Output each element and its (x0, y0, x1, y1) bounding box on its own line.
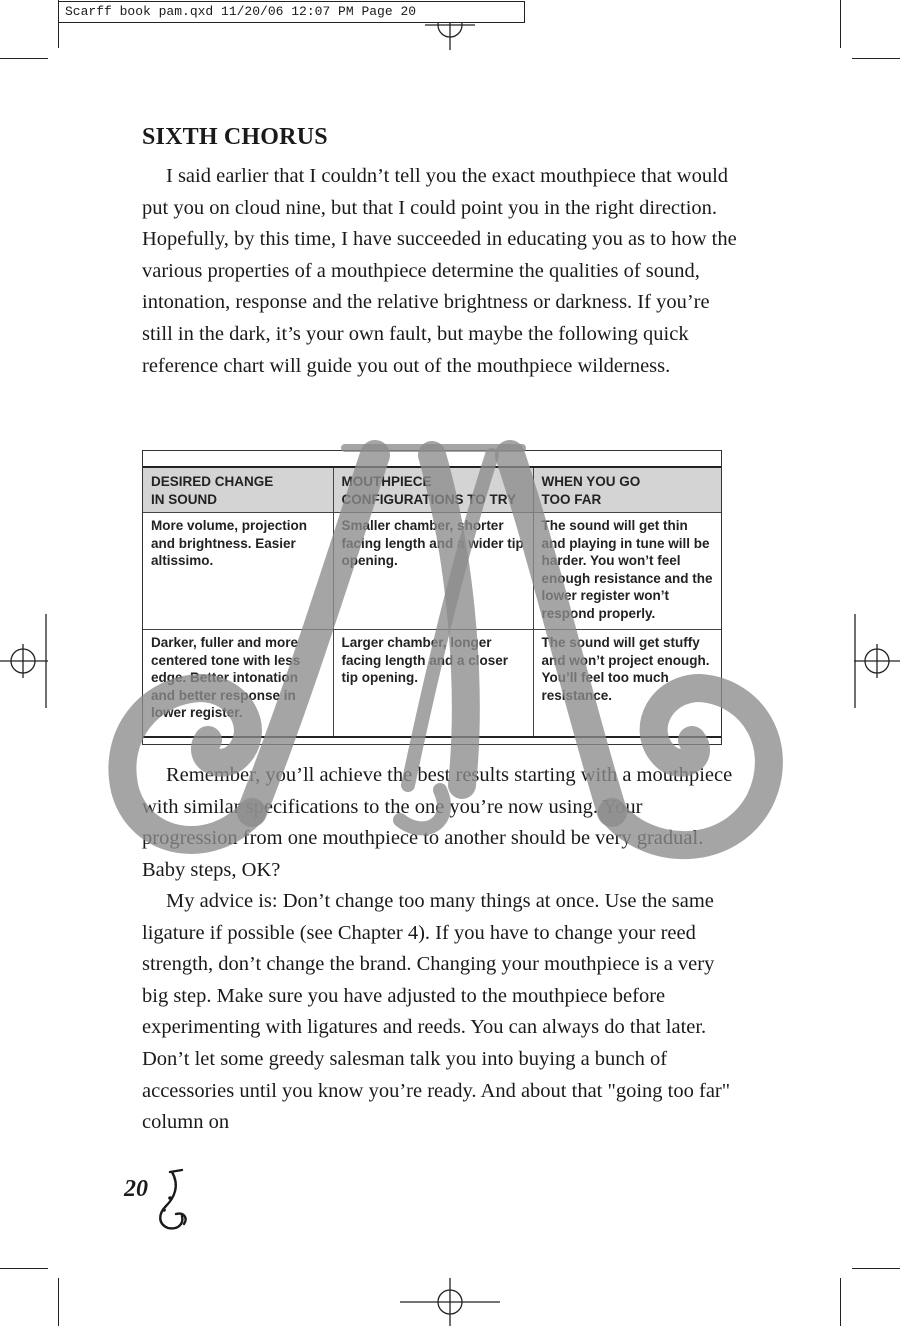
table-cell: Darker, fuller and more centered tone with less edge. Better intonation and better response in lower register. (151, 635, 301, 720)
advice-paragraph: My advice is: Don’t change too many things at once. Use the same ligature if possible (see Chapter 4). If you have to change your reed strength, don’t change the brand. Changing your mouthpiece is a very big step. Make sure you have adjusted to the mouthpiece before experimenting with ligatures and reeds. You can always do that later. Don’t let some greedy salesman talk you into buying a bunch of accessories until you know you’re ready. And about that "going too far" column on (142, 890, 731, 1134)
crop-mark (0, 58, 48, 59)
header-too-far: WHEN YOU GO TOO FAR (533, 467, 721, 513)
table-cell: The sound will get thin and playing in tune will be harder. You won’t feel enough resistance and the lower register won’t respond properly. (533, 513, 721, 630)
crop-mark (0, 1268, 48, 1269)
crop-mark (840, 0, 841, 48)
table-cell: More volume, projection and brightness. Easier altissimo. (143, 513, 333, 630)
table-cell: Larger chamber, longer facing length and a closer tip opening. (333, 630, 533, 738)
table-row (143, 513, 721, 630)
intro-paragraph: I said earlier that I couldn’t tell you the exact mouthpiece that would put you on cloud nine, but that I could point you in the right direction. Hopefully, by this time, I have succeeded in educating you as to how the various properties of a mouthpiece determine the qualities of sound, intonation, response and the relative brightness or darkness. If you’re still in the dark, it’s your own fault, but maybe the following quick reference chart will guide you out of the mouthpiece wilderness. (142, 165, 737, 377)
page-number: 20 (124, 1176, 148, 1202)
slug-line: Scarff book pam.qxd 11/20/06 12:07 PM Page 20 (58, 1, 525, 23)
registration-mark-left (0, 606, 50, 716)
crop-mark (58, 1278, 59, 1326)
table-header-row (143, 467, 721, 513)
registration-mark-bottom (400, 1278, 500, 1326)
crop-mark (852, 58, 900, 59)
header-configurations: MOUTHPIECE CONFIGURATIONS TO TRY (333, 467, 533, 513)
registration-mark-right (852, 606, 900, 716)
saxophone-icon (150, 1168, 190, 1234)
crop-mark (852, 1268, 900, 1269)
reference-chart (142, 450, 722, 745)
reference-table (143, 466, 721, 738)
crop-mark (840, 1278, 841, 1326)
table-cell: Smaller chamber, shorter facing length and a wider tip opening. (333, 513, 533, 630)
table-row (143, 630, 721, 738)
header-desired-change: DESIRED CHANGE IN SOUND (143, 467, 333, 513)
table-cell: The sound will get stuffy and won’t project enough. You’ll feel too much resistance. (533, 630, 721, 738)
chapter-heading: SIXTH CHORUS (142, 124, 328, 150)
remember-paragraph: Remember, you’ll achieve the best results starting with a mouthpiece with similar specifications to the one you’re now using. Your progression from one mouthpiece to another should be very gradual. Baby steps, OK? (142, 764, 733, 881)
